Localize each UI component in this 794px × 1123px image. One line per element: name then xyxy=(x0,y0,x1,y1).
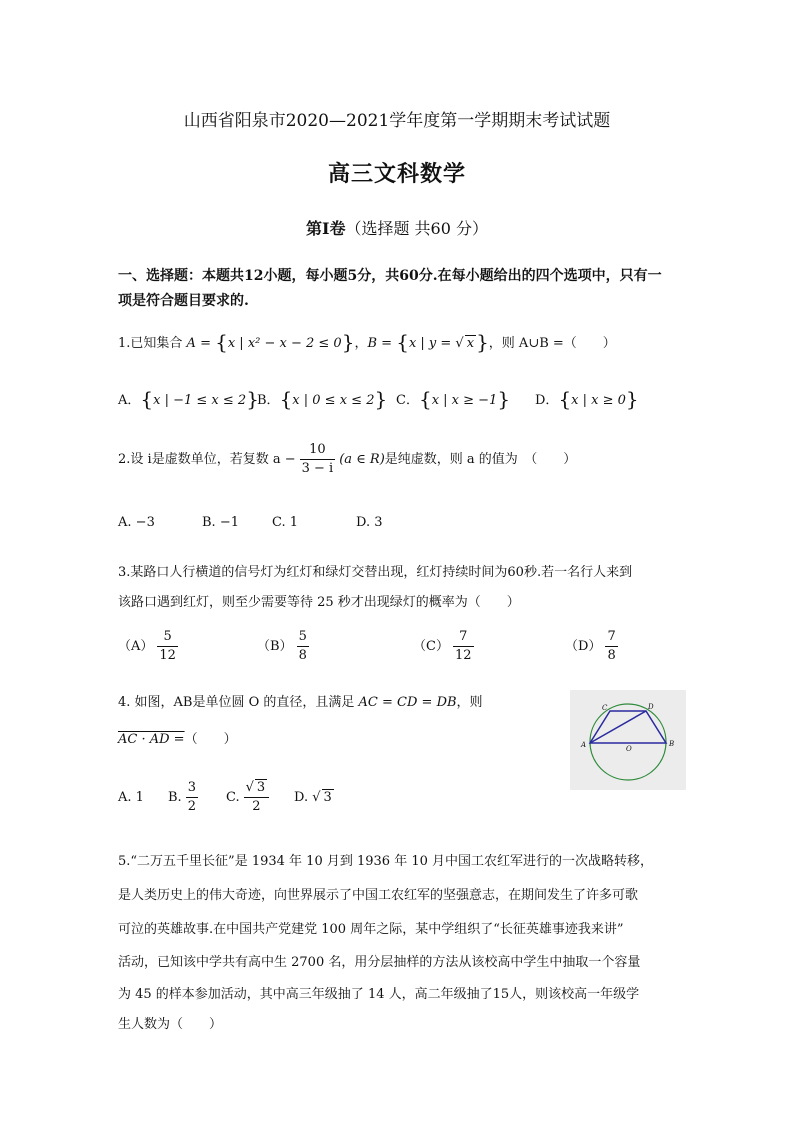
label-d: D xyxy=(648,703,654,711)
q1-setB-body: x | y = xyxy=(408,336,456,351)
exam-title: 山西省阳泉市2020—2021学年度第一学期期末考试试题 xyxy=(183,111,611,131)
section-label: 第Ⅰ卷 xyxy=(305,219,346,238)
q2-fraction: $\frac{10}{3 - i}$ xyxy=(301,442,334,476)
unit-circle-diagram xyxy=(570,690,686,790)
q3-line1: 3.某路口人行横道的信号灯为红灯和绿灯交替出现，红灯持续时间为60秒.若一名行人来到 xyxy=(118,565,633,580)
q3-option-d: （D） $\frac{7}{8}$ xyxy=(565,629,616,663)
q2-options: A. −3 B. −1 C. 1 D. 3 xyxy=(118,515,383,530)
q1-option-a: A．{x | −1 ≤ x ≤ 2} xyxy=(118,387,259,411)
q1-setA-body: x | x² − x − 2 ≤ 0 xyxy=(227,336,342,351)
q2-prefix: 2.设 i是虚数单位，若复数 a − xyxy=(118,452,296,467)
unit-circle-figure xyxy=(570,690,686,790)
question-2 xyxy=(118,441,576,478)
q4-line1: 4. 如图，AB是单位圆 O 的直径，且满足 AC = CD = DB，则 xyxy=(118,695,483,710)
q2-cond: (a ∈ R) xyxy=(339,452,385,467)
label-o: O xyxy=(626,745,632,753)
q4-line2: AC · AD =（ ） xyxy=(118,732,237,747)
q1-suffix: ，则 A∪B =（ ） xyxy=(488,336,616,351)
q3-option-b: （B） $\frac{5}{8}$ xyxy=(257,629,307,663)
q1-option-d: D．{x | x ≥ 0} xyxy=(535,387,639,411)
q3-option-a: （A） $\frac{5}{12}$ xyxy=(118,629,176,663)
q1-setA-name: A xyxy=(186,336,196,351)
q2-suffix: 是纯虚数，则 a 的值为 （ ） xyxy=(384,452,577,467)
q5-line2: 是人类历史上的伟大奇迹，向世界展示了中国工农红军的坚强意志，在期间发生了许多可歌 xyxy=(118,888,639,903)
question-1: 1.已知集合 A = {x | x² − x − 2 ≤ 0}，B = {x | y = √ x }，则 A∪B =（ ） xyxy=(118,330,616,354)
q1-prefix: 1.已知集合 xyxy=(118,336,187,351)
section-title xyxy=(0,216,794,239)
instructions-line2: 项是符合题目要求的. xyxy=(118,293,249,309)
q5-line5: 为 45 的样本参加活动，其中高三年级抽了 14 人，高二年级抽了15人，则该校高一年级学 xyxy=(118,987,640,1002)
q1-setB-sqrt: x xyxy=(466,336,475,351)
unit-circle xyxy=(590,704,666,780)
q1-option-c: C．{x | x ≥ −1} xyxy=(396,387,511,411)
subject-title: 高三文科数学 xyxy=(327,161,466,187)
label-b: B xyxy=(669,740,675,748)
q1-setB-name: B xyxy=(367,336,378,351)
label-a: A xyxy=(581,741,587,749)
q5-line6: 生人数为（ ） xyxy=(118,1017,223,1032)
q5-line4: 活动，已知该中学共有高中生 2700 名，用分层抽样的方法从该校高中学生中抽取一个容量 xyxy=(118,955,641,970)
q1-option-b: B．{x | 0 ≤ x ≤ 2} xyxy=(257,387,388,411)
instructions-line1: 一、选择题：本题共12小题，每小题5分，共60分.在每小题给出的四个选项中，只有一 xyxy=(118,268,662,284)
section-desc: （选择题 共60 分） xyxy=(345,219,489,238)
segment-ad xyxy=(590,711,646,743)
q5-line1: 5.“二万五千里长征”是 1934 年 10 月到 1936 年 10 月中国工农红军进行的一次战略转移， xyxy=(118,854,654,869)
q4-options: A. 1 B. $\frac{3}{2}$ C. $\frac{√ 3}{2}$ D. √ 3 xyxy=(118,780,332,814)
quadrilateral-acdb xyxy=(590,711,666,743)
q5-line3: 可泣的英雄故事.在中国共产党建党 100 周年之际，某中学组织了“长征英雄事迹我来讲” xyxy=(118,922,624,937)
q3-option-c: （C） $\frac{7}{12}$ xyxy=(413,629,472,663)
q3-line2: 该路口遇到红灯，则至少需要等待 25 秒才出现绿灯的概率为（ ） xyxy=(118,595,520,610)
label-c: C xyxy=(602,704,608,712)
